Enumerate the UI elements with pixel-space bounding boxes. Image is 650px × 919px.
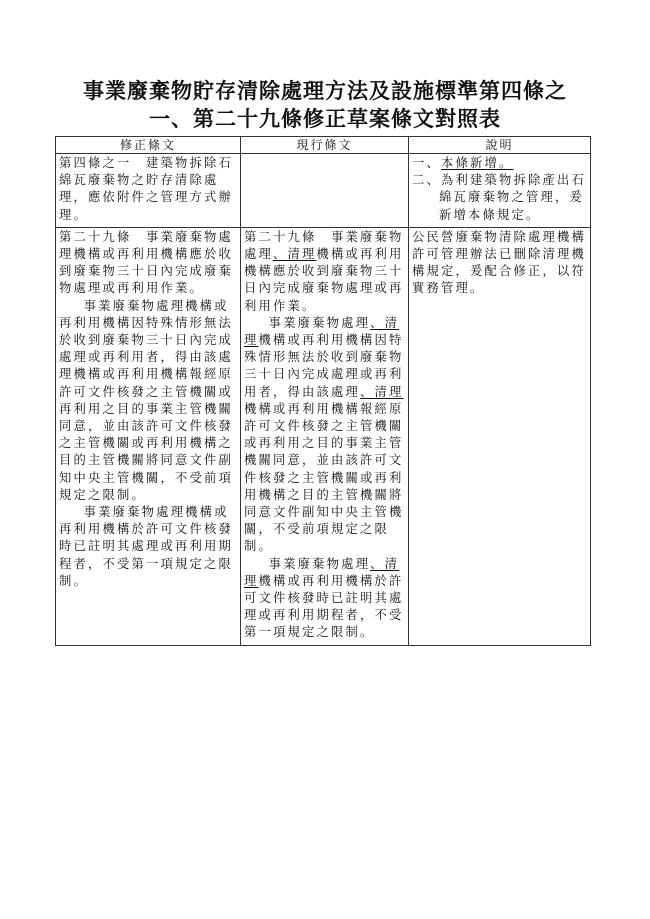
- document-title-line2: 一、第二十九條修正草案條文對照表: [149, 106, 501, 131]
- note-text-underlined: 本條新增。: [441, 156, 514, 170]
- text-run: 機構或再利用機構報經原許可文件核發之主管機關或再利用之目的事業主管機關同意，並由該許可文件核發之主管機關或再利用機構之目的主管機關將同意文件副知中央主管機關，不受前項規定之限制。: [244, 401, 404, 554]
- table-row: [56, 227, 591, 645]
- amended-text: 第四條之一 建築物拆除石綿瓦廢棄物之貯存清除處理，應依附件之管理方式辦理。: [59, 156, 233, 222]
- note-prefix: 二、: [412, 173, 441, 188]
- note-item: [412, 155, 588, 172]
- notes-article-4-1: [409, 154, 591, 228]
- deleted-text: 、清理: [244, 556, 400, 588]
- table-row: [56, 154, 591, 228]
- comparison-table: [55, 136, 591, 646]
- amended-para-1: 第二十九條 事業廢棄物處理機構或再利用機構應於收到廢棄物三十日內完成廢棄物處理或再利用作業。: [59, 229, 233, 296]
- text-run: 事業廢棄物處理: [268, 315, 371, 330]
- amended-article-4-1: [56, 154, 241, 228]
- amended-para-2: 事業廢棄物處理機構或再利用機構因特殊情形無法於收到廢棄物三十日內完成處理或再利用者，得由該處理機構或再利用機構報經原許可文件核發之主管機關或再利用之目的事業主管機關同意，並由該許可文件核發之主管機關或再利用機構之目的主管機關將同意文件副知中央主管機關，不受前項規定之限制。: [59, 298, 233, 502]
- current-para-3: [244, 556, 406, 642]
- amended-article-29: [56, 227, 241, 645]
- note-text: 公民營廢棄物清除處理機構許可管理辦法已刪除清理機構規定，爰配合修正，以符實務管理。: [412, 229, 586, 296]
- text-run: 第二十九條 事業廢棄物處理: [244, 229, 404, 262]
- header-current: 現行條文: [241, 137, 409, 154]
- text-run: 事業廢棄物處理: [268, 556, 371, 571]
- notes-article-29: [409, 227, 591, 645]
- amended-para-3: 事業廢棄物處理機構或再利用機構於許可文件核發時已註明其處理或再利用期程者，不受第一項規定之限制。: [59, 505, 233, 588]
- deleted-text: 、清理: [273, 247, 317, 262]
- current-para-1: [244, 229, 406, 315]
- text-run: 機構或再利用機構應於收到廢棄物三十日內完成廢棄物處理或再利用作業。: [244, 247, 404, 313]
- deleted-text: 、清理: [244, 315, 400, 348]
- current-para-2: [244, 315, 406, 556]
- deleted-text: 、清理: [359, 384, 404, 399]
- note-text: 為利建築物拆除產出石綿瓦廢棄物之管理，爰新增本條規定。: [439, 173, 586, 222]
- note-item: [412, 172, 588, 224]
- header-notes: 說明: [409, 137, 591, 154]
- text-run: 機構或再利用機構於許可文件核發時已註明其處理或再利用期程者，不受第一項規定之限制。: [244, 573, 404, 640]
- current-article-29: [241, 227, 409, 645]
- header-amended: 修正條文: [56, 137, 241, 154]
- table-header-row: [56, 137, 591, 154]
- current-article-4-1: [241, 154, 409, 228]
- note-prefix: 一、: [412, 156, 441, 170]
- text-run: 機構或再利用機構因特殊情形無法於收到廢棄物三十日內完成處理或再利用者，得由該處理: [244, 333, 404, 399]
- document-title-line1: 事業廢棄物貯存清除處理方法及設施標準第四條之: [83, 78, 567, 103]
